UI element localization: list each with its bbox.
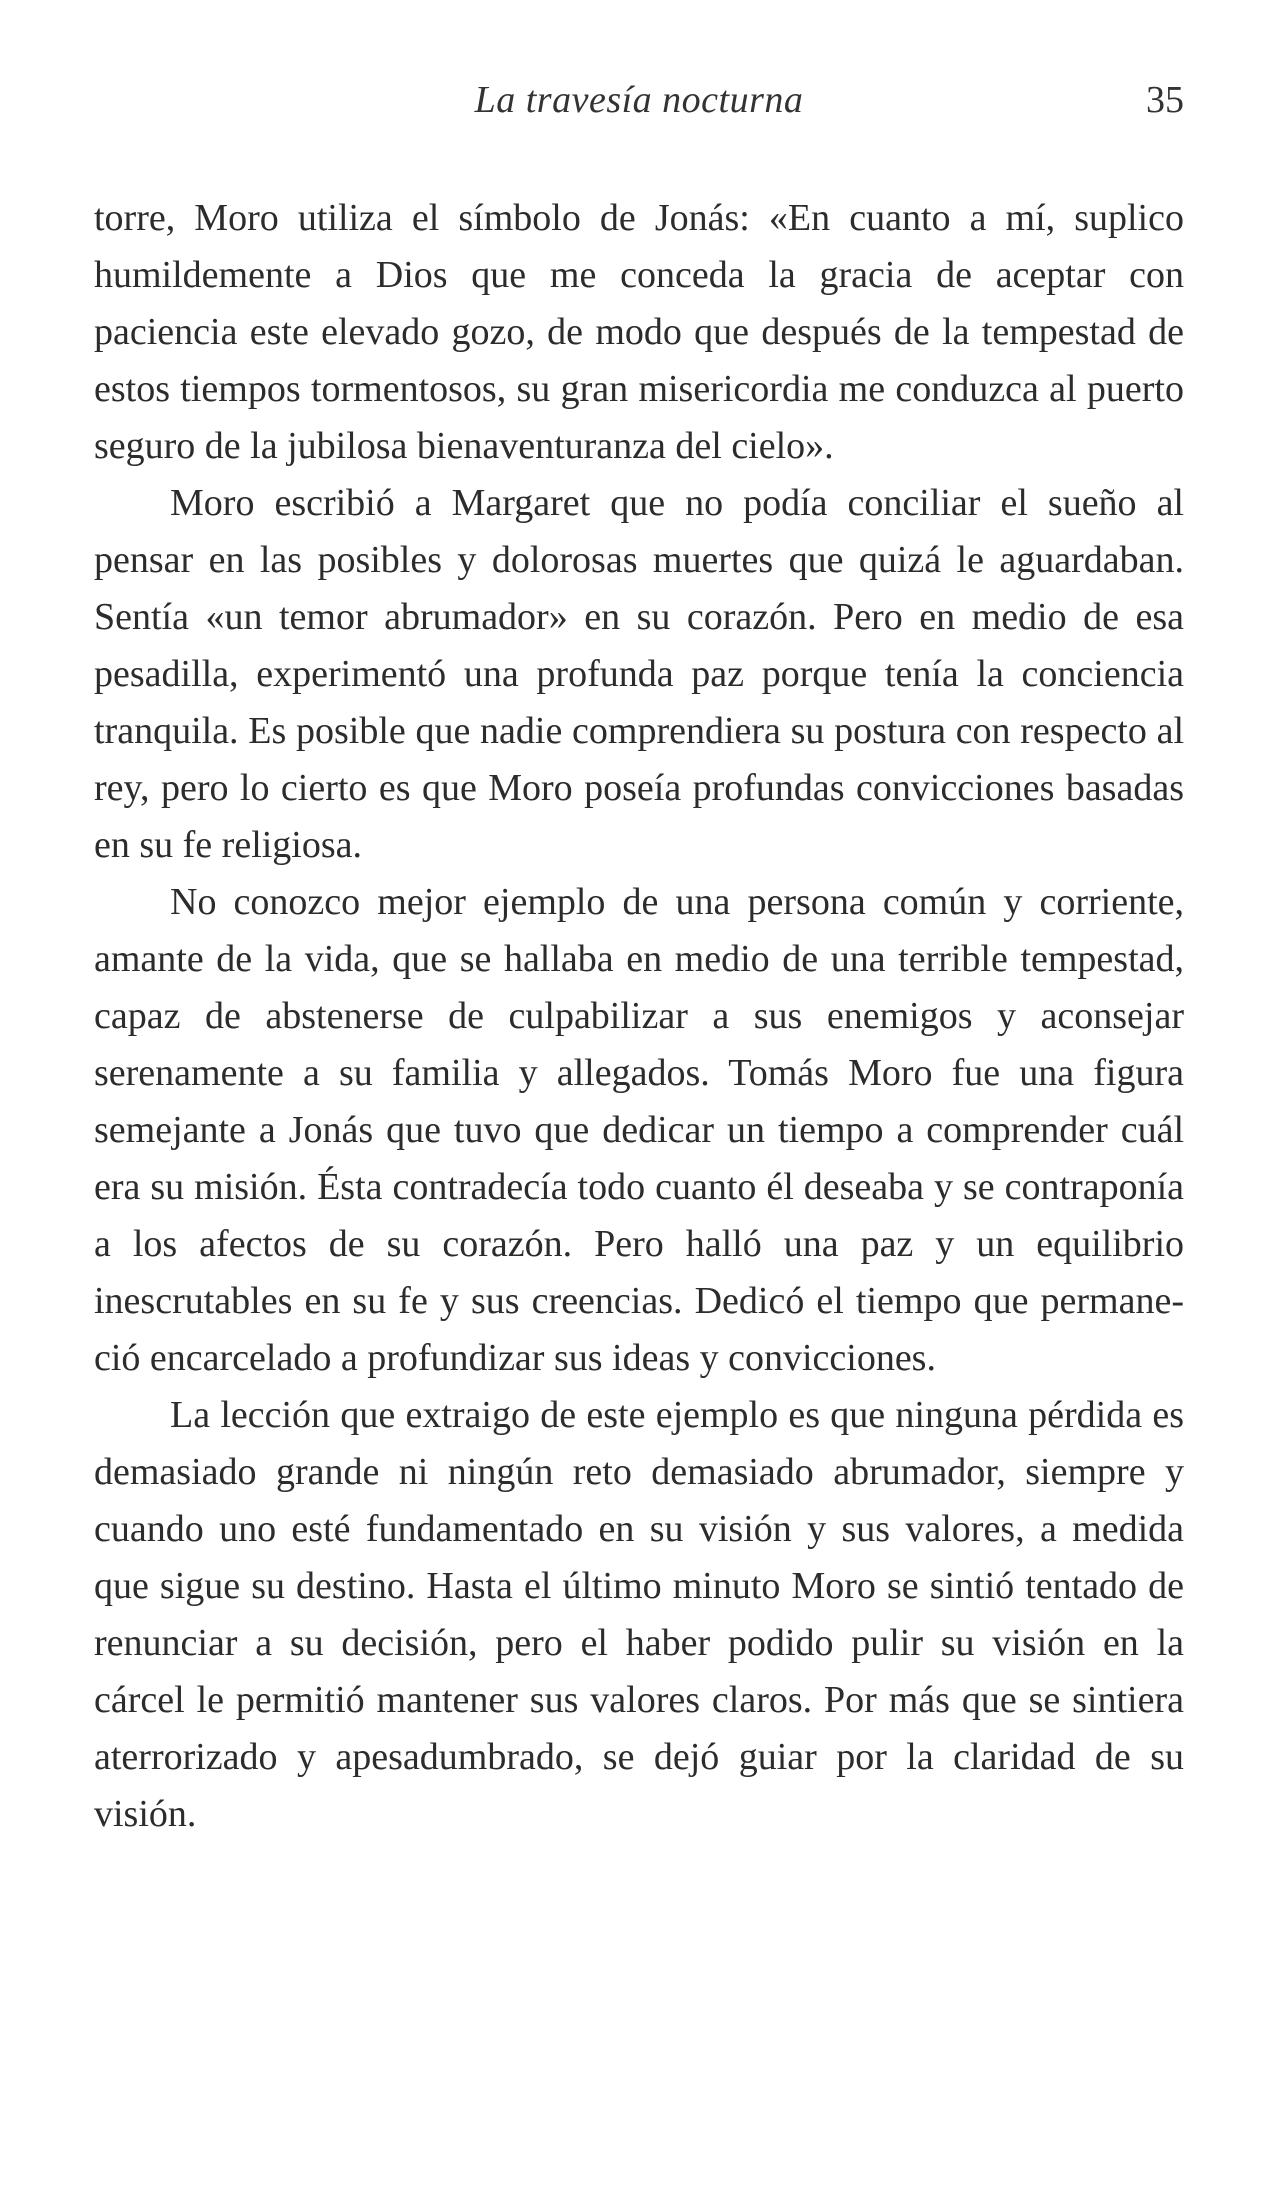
page-number: 35 <box>1146 79 1184 121</box>
paragraph: Moro escribió a Margaret que no podía conciliar el sueño al pensar en las posibles y dolorosas muertes que quizá le aguardaban. Sentía «un temor abrumador» en su corazón. Pero en medio de esa pesadilla, experimentó una profunda paz porque tenía la conciencia tranquila. Es posible que nadie comprendiera su postura con respecto al rey, pero lo cierto es que Moro poseía profundas convicciones basadas en su fe religiosa. <box>94 482 1184 866</box>
running-title: La travesía nocturna <box>474 79 804 121</box>
paragraph-continuation: torre, Moro utiliza el símbolo de Jonás: «En cuanto a mí, suplico humildemente a Dios que me conceda la gracia de aceptar con paciencia este elevado gozo, de modo que después de la tempestad de estos tiempos tormentosos, su gran misericordia me conduzca al puerto seguro de la jubilosa bienaventuranza del cielo». <box>94 197 1184 467</box>
paragraph: No conozco mejor ejemplo de una persona común y corriente, amante de la vida, que se hallaba en medio de una terrible tempestad, capaz de abstenerse de culpabilizar a sus enemigos y aconsejar serenamente a su familia y allegados. Tomás Moro fue una figura semejante a Jonás que tuvo que dedicar un tiempo a comprender cuál era su misión. Ésta contradecía todo cuanto él deseaba y se contraponía a los afectos de su corazón. Pero halló una paz y un equilibrio inescrutables en su fe y sus creencias. Dedicó el tiempo que permaneció encarcelado a profundizar sus ideas y convicciones. <box>94 881 1184 1379</box>
paragraph: La lección que extraigo de este ejemplo es que ninguna pérdida es demasiado grande ni ningún reto demasiado abrumador, siempre y cuando uno esté fundamentado en su visión y sus valores, a medida que sigue su destino. Hasta el último minuto Moro se sintió tentado de renunciar a su decisión, pero el haber podido pulir su visión en la cárcel le permitió mantener sus valores claros. Por más que se sintiera aterrorizado y apesadumbrado, se dejó guiar por la claridad de su visión. <box>94 1394 1184 1835</box>
body-text <box>94 190 1184 1843</box>
running-header <box>94 78 1184 126</box>
